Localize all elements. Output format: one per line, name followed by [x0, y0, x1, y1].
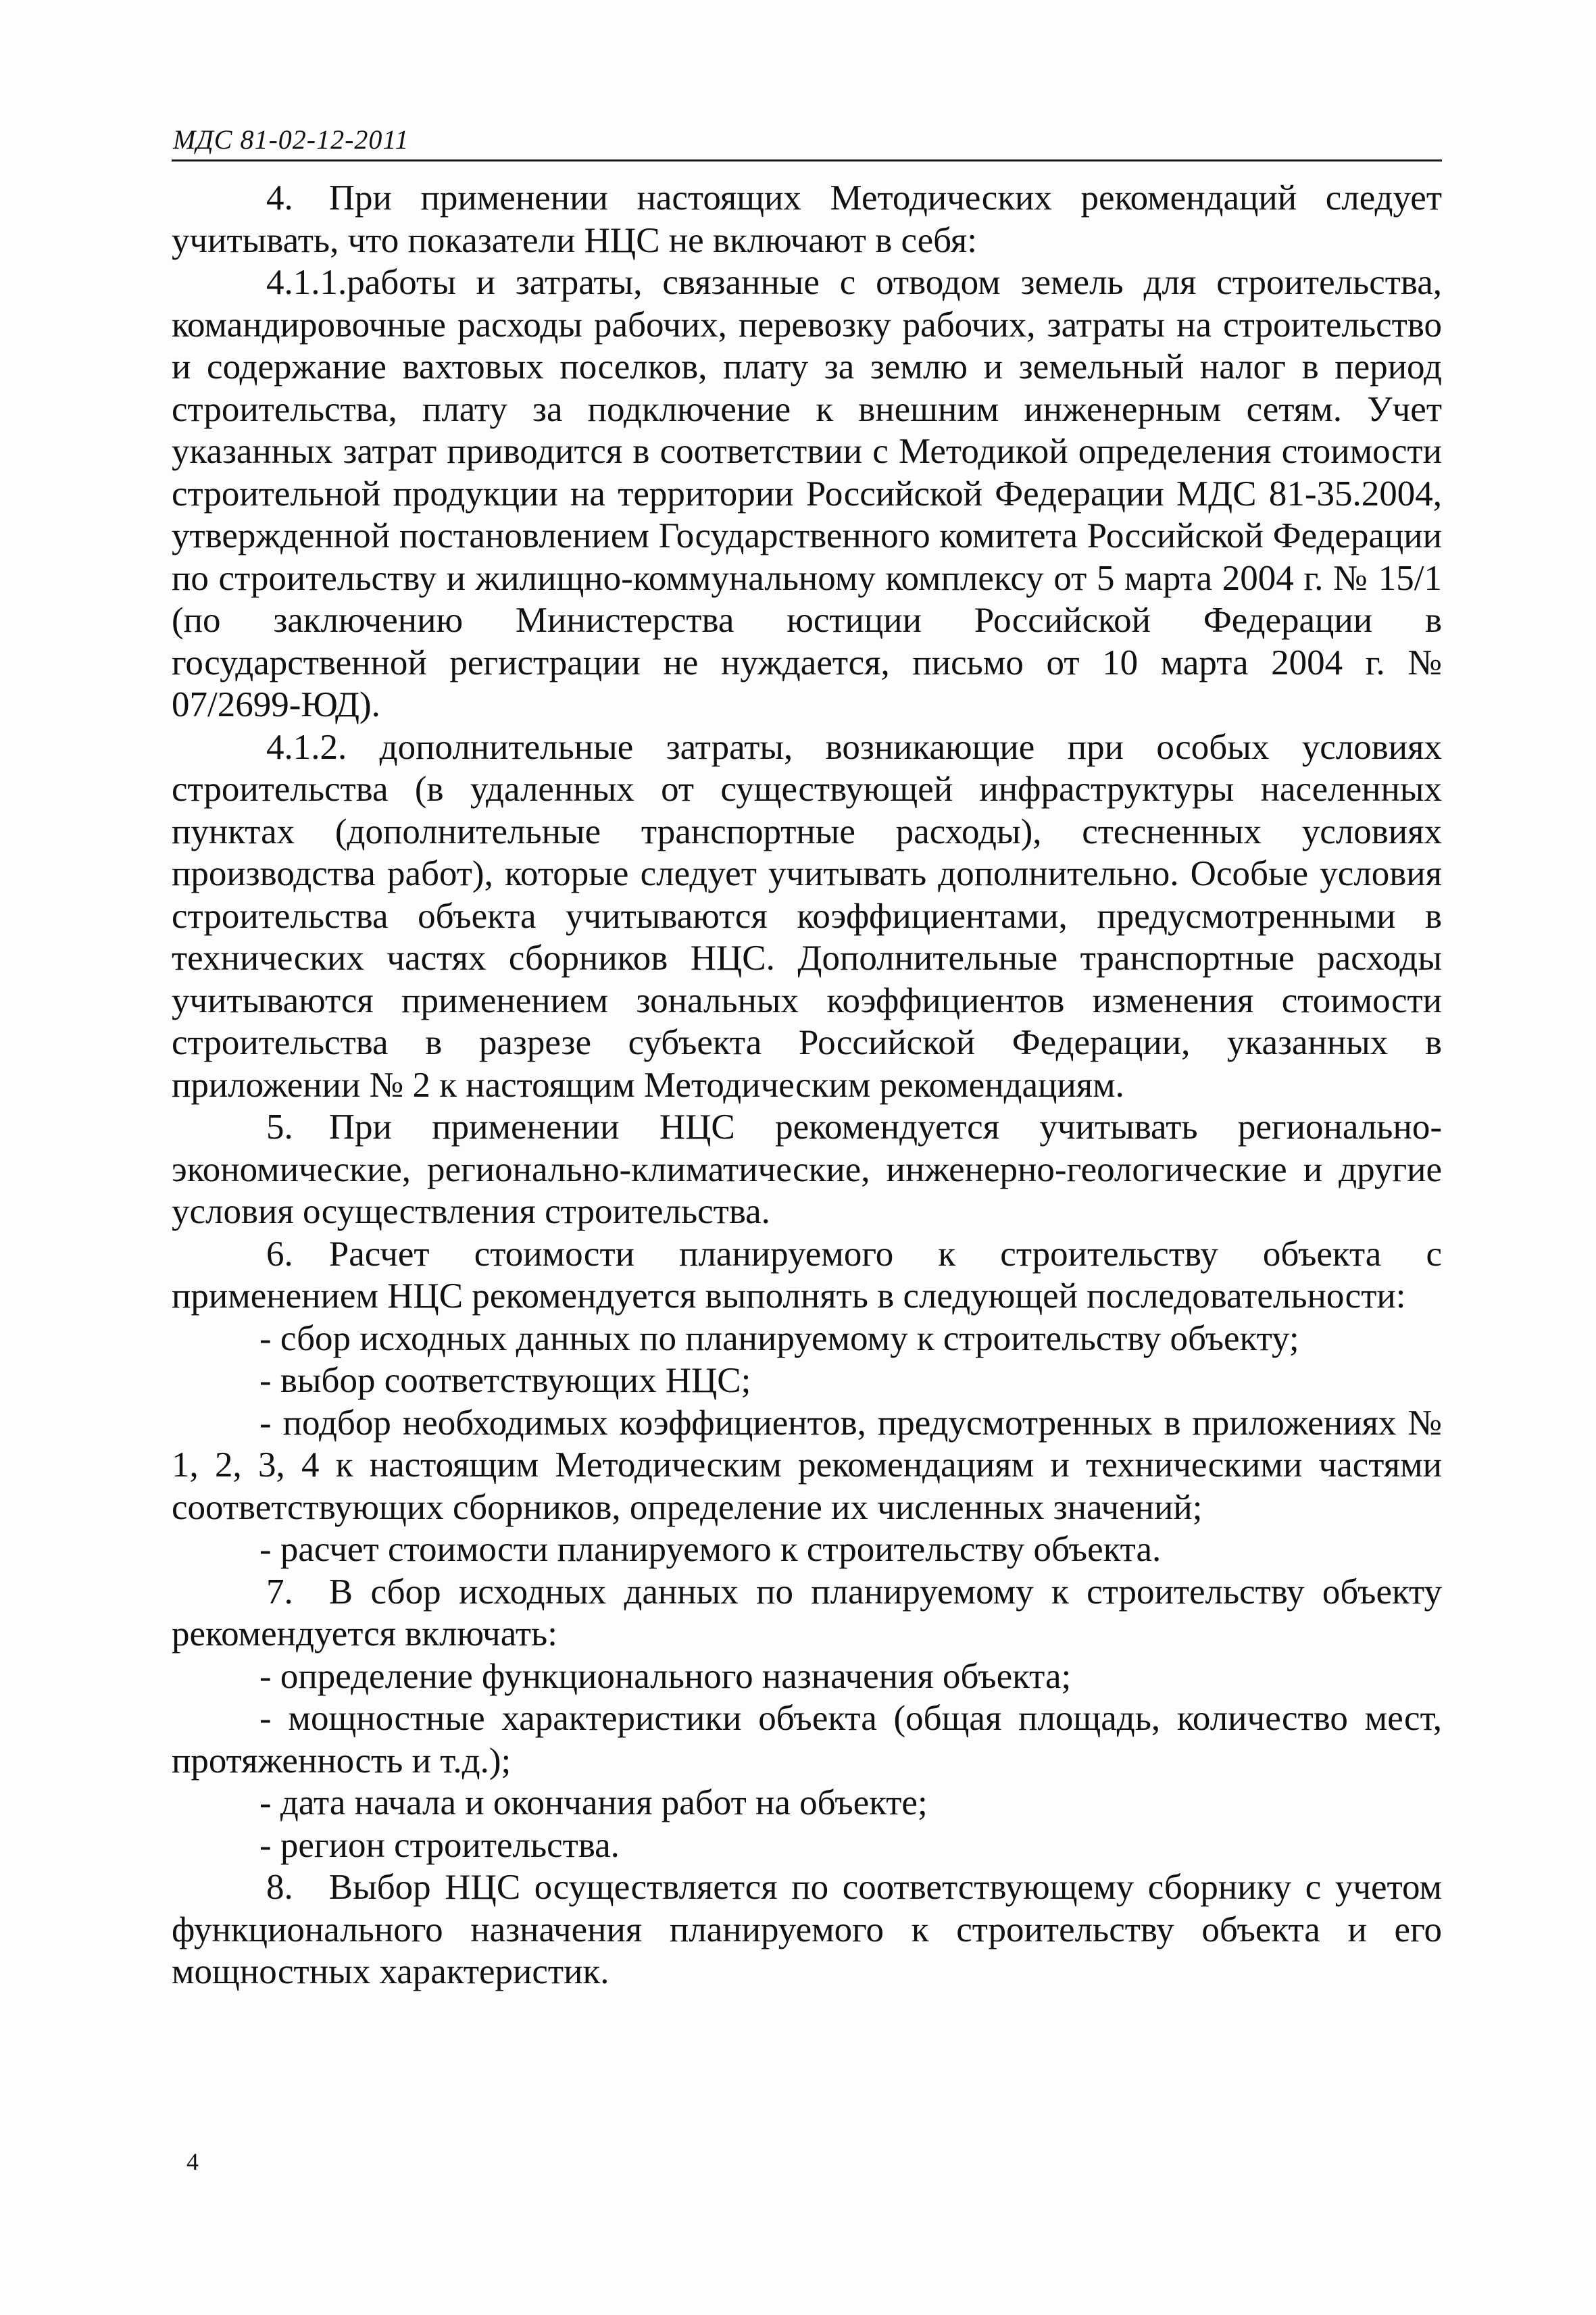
paragraph-item-4: 4. При применении настоящих Методических рекомендаций следует учитывать, что показатели НЦС не включают в себя:: [172, 178, 1442, 260]
paragraph-item-6: 6. Расчет стоимости планируемого к строительству объекта с применением НЦС рекомендуется выполнять в следующей последовательности:: [172, 1234, 1442, 1316]
list-item: - определение функционального назначения объекта;: [259, 1656, 1072, 1696]
paragraph-item-4-1-2: 4.1.2. дополнительные затраты, возникающие при особых условиях строительства (в удаленных от существующей инфраструктуры населенных пунктах (дополнительные транспортные расходы), стесненных условиях производства работ), которые следует учитывать дополнительно. Особые условия строительства объекта учитываются коэффициентами, предусмотренными в технических частях сборников НЦС. Дополнительные транспортные расходы учитываются применением зональных коэффициентов изменения стоимости строительства в разрезе субъекта Российской Федерации, указанных в приложении № 2 к настоящим Методическим рекомендациям.: [172, 727, 1442, 1105]
list-item: - расчет стоимости планируемого к строительству объекта.: [259, 1530, 1162, 1569]
paragraph-item-4-1-1: 4.1.1.работы и затраты, связанные с отводом земель для строительства, командировочные расходы рабочих, перевозку рабочих, затраты на строительство и содержание вахтовых поселков, плату за землю и земельный налог в период строительства, плату за подключение к внешним инженерным сетям. Учет указанных затрат приводится в соответствии с Методикой определения стоимости строительной продукции на территории Российской Федерации МДС 81-35.2004, утвержденной постановлением Государственного комитета Российской Федерации по строительству и жилищно-коммунальному комплексу от 5 марта 2004 г. № 15/1 (по заключению Министерства юстиции Российской Федерации в государственной регистрации не нуждается, письмо от 10 марта 2004 г. № 07/2699-ЮД).: [172, 263, 1442, 724]
list-item: - выбор соответствующих НЦС;: [259, 1361, 751, 1400]
page-number: 4: [186, 2148, 199, 2175]
list-item: - мощностные характеристики объекта (общая площадь, количество мест, протяженность и т.д.);: [172, 1699, 1442, 1781]
page-header: [172, 119, 1442, 161]
paragraph-item-8: 8. Выбор НЦС осуществляется по соответствующему сборнику с учетом функционального назначения планируемого к строительству объекта и его мощностных характеристик.: [172, 1868, 1442, 1991]
list-item: - регион строительства.: [259, 1825, 620, 1865]
list-item: - дата начала и окончания работ на объекте;: [259, 1783, 928, 1822]
list-item: - подбор необходимых коэффициентов, предусмотренных в приложениях № 1, 2, 3, 4 к настоящим Методическим рекомендациям и техническими частями соответствующих сборников, определение их численных значений;: [172, 1403, 1442, 1527]
paragraph-item-5: 5. При применении НЦС рекомендуется учитывать регионально-экономические, регионально-климатические, инженерно-геологические и другие условия осуществления строительства.: [172, 1107, 1442, 1231]
document-body: [172, 177, 1442, 1993]
list-item: - сбор исходных данных по планируемому к строительству объекту;: [259, 1318, 1299, 1358]
document-code: МДС 81-02-12-2011: [173, 124, 409, 155]
paragraph-item-7: 7. В сбор исходных данных по планируемому к строительству объекту рекомендуется включать:: [172, 1572, 1442, 1653]
